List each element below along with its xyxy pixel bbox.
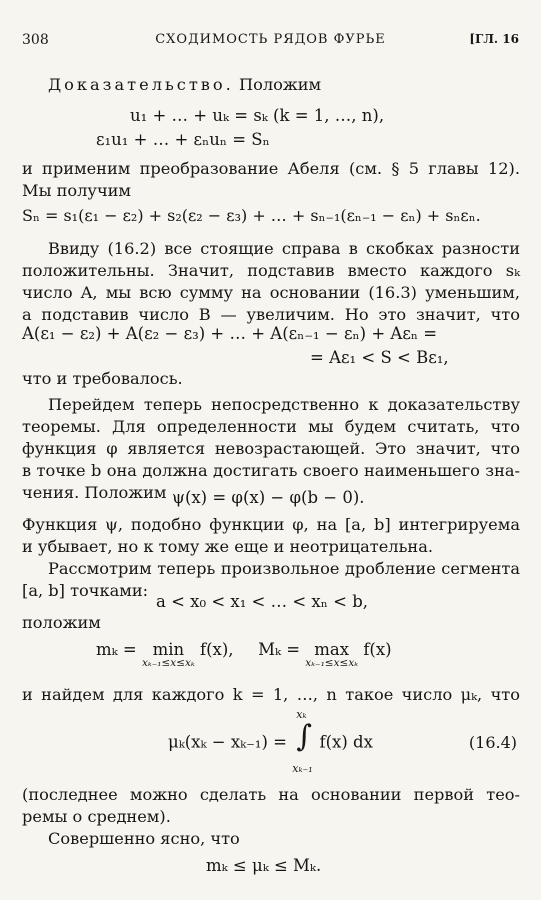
paragraph-qed	[22, 368, 520, 390]
text-line: (последнее можно сделать на основании первой тео-	[22, 785, 520, 804]
equation-number: (16.4)	[468, 733, 517, 752]
f-of-x: f(x),	[200, 640, 234, 659]
integral-symbol: ∫	[296, 719, 312, 754]
integral-lower-limit: xₖ₋₁	[292, 762, 313, 775]
equation-min-max	[96, 640, 392, 669]
max-operator	[305, 640, 358, 669]
text-line: что и требовалось.	[22, 369, 183, 388]
proof-heading	[22, 74, 520, 96]
text-line: и убывает, но к тому же еще и неотрицательна.	[22, 537, 433, 556]
max-subscript: xₖ₋₁≤x≤xₖ	[305, 657, 359, 669]
text-line: [a, b] точками:	[22, 581, 149, 600]
page-header	[22, 32, 519, 52]
min-operator	[142, 640, 195, 669]
min-label: min	[152, 640, 185, 659]
text-line: чения. Положим	[22, 483, 167, 502]
equation-mu-bounds: mₖ ≤ μₖ ≤ Mₖ.	[206, 856, 322, 875]
paragraph-positive-differences	[22, 238, 520, 326]
equation-psi-definition: ψ(x) = φ(x) − φ(b − 0).	[172, 488, 365, 507]
integral-upper-limit: xₖ	[296, 708, 307, 721]
paragraph-mean-theorem	[22, 784, 520, 828]
text-line: Рассмотрим теперь произвольное дробление сегмента	[48, 559, 520, 578]
f-of-x: f(x)	[363, 640, 392, 659]
Mk-symbol: Mₖ =	[258, 640, 301, 659]
equation-partition-points: a < x₀ < x₁ < … < xₙ < b,	[156, 592, 369, 611]
text-line: Функция ψ, подобно функции φ, на [a, b] интегрируема	[22, 515, 520, 534]
text-line: теоремы. Для определенности мы будем считать, что	[22, 417, 520, 436]
equation-partial-sums: u₁ + … + uₖ = sₖ (k = 1, …, n),	[130, 106, 385, 125]
text-line: положим	[22, 613, 101, 632]
equation-bound-sum: A(ε₁ − ε₂) + A(ε₂ − ε₃) + … + A(εₙ₋₁ − εₙ) + Aεₙ =	[22, 324, 438, 343]
paragraph-find-mu	[22, 684, 520, 706]
text-line: и найдем для каждого k = 1, …, n такое число μₖ, что	[22, 685, 520, 704]
text-line: Ввиду (16.2) все стоящие справа в скобках разности	[48, 239, 520, 258]
text-line: Совершенно ясно, что	[48, 829, 240, 848]
text-line: и применим преобразование Абеля (см. § 5 главы 12).	[22, 159, 520, 178]
text-line: Мы получим	[22, 181, 132, 200]
text-line: в точке b она должна достигать своего наименьшего зна-	[22, 461, 520, 480]
paragraph-psi-properties	[22, 514, 520, 558]
text-line: Перейдем теперь непосредственно к доказательству	[48, 395, 520, 414]
equation-bound-result: = Aε₁ < S < Bε₁,	[310, 348, 449, 367]
proof-label: Доказательство.	[48, 75, 234, 94]
paragraph-clearly	[22, 828, 520, 850]
page-number: 308	[22, 32, 49, 48]
integral-sign	[292, 708, 314, 775]
integrand: f(x) dx	[319, 732, 373, 752]
mu-left-side: μₖ(xₖ − xₖ₋₁) =	[168, 732, 287, 752]
equation-abel-transform: Sₙ = s₁(ε₁ − ε₂) + s₂(ε₂ − ε₃) + … + sₙ₋₁(εₙ₋₁ − εₙ) + sₙεₙ.	[22, 206, 481, 225]
text-line: функция φ является невозрастающей. Это значит, что	[22, 439, 520, 458]
equation-weighted-sum: ε₁u₁ + … + εₙuₙ = Sₙ	[96, 130, 270, 149]
proof-lead: Положим	[238, 75, 322, 94]
text-line: число A, мы всю сумму на основании (16.3) уменьшим,	[22, 283, 520, 302]
text-line: положительны. Значит, подставив вместо каждого sₖ	[22, 261, 520, 280]
text-line: а подставив число B — увеличим. Но это значит, что	[22, 305, 520, 324]
chapter-label: [ГЛ. 16	[469, 32, 519, 46]
paragraph-abel	[22, 158, 520, 202]
min-subscript: xₖ₋₁≤x≤xₖ	[141, 657, 195, 669]
equation-mean-value	[168, 708, 373, 775]
max-label: max	[314, 640, 350, 659]
running-title: СХОДИМОСТЬ РЯДОВ ФУРЬЕ	[155, 32, 386, 47]
text-line: ремы о среднем).	[22, 807, 171, 826]
paragraph-set	[22, 612, 520, 634]
mk-symbol: mₖ =	[96, 640, 137, 659]
